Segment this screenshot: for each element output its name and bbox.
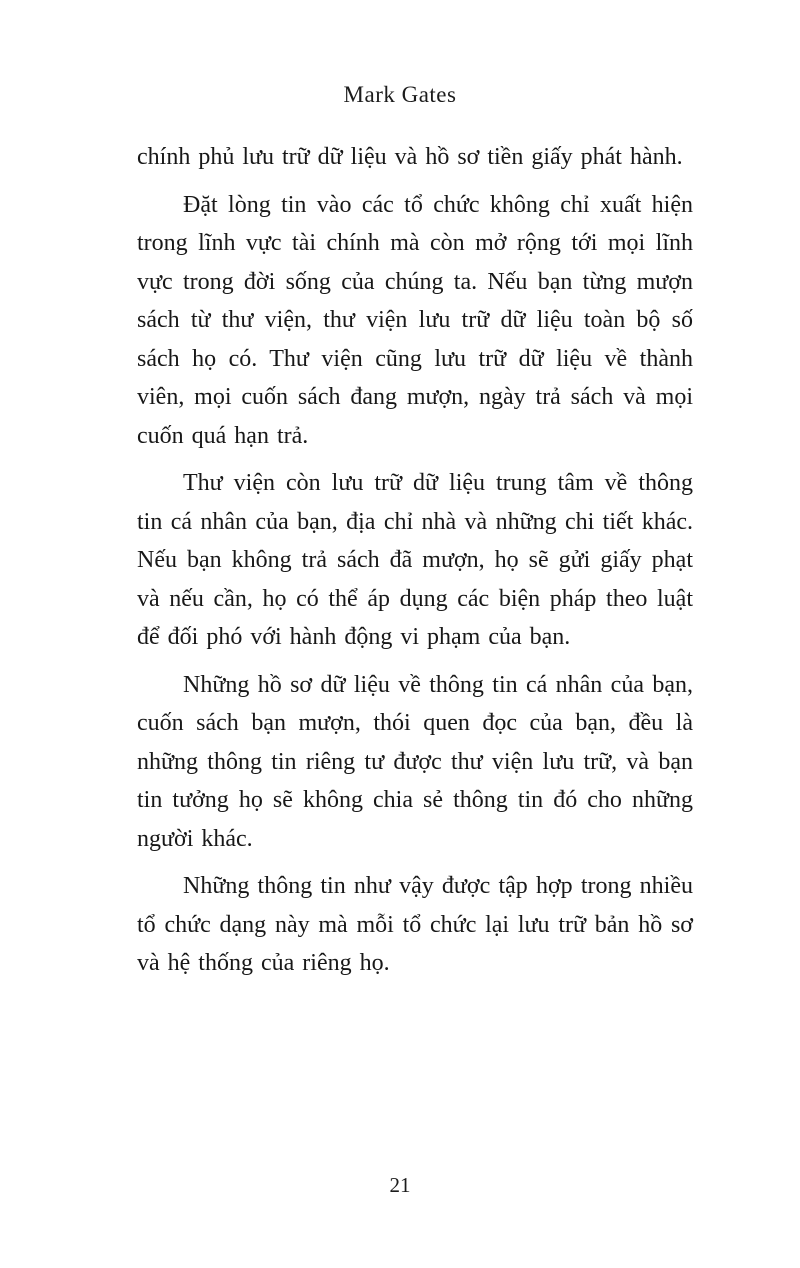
page-body-text [137, 138, 693, 992]
paragraph: chính phủ lưu trữ dữ liệu và hồ sơ tiền giấy phát hành. [137, 144, 683, 170]
paragraph: Những thông tin như vậy được tập hợp trong nhiều tổ chức dạng này mà mỗi tổ chức lại lưu trữ bản hồ sơ và hệ thống của riêng họ. [137, 873, 693, 976]
paragraph: Đặt lòng tin vào các tổ chức không chỉ xuất hiện trong lĩnh vực tài chính mà còn mở rộng tới mọi lĩnh vực trong đời sống của chúng ta. Nếu bạn từng mượn sách từ thư viện, thư viện lưu trữ dữ liệu toàn bộ số sách họ có. Thư viện cũng lưu trữ dữ liệu về thành viên, mọi cuốn sách đang mượn, ngày trả sách và mọi cuốn quá hạn trả. [137, 191, 693, 449]
running-header-author: Mark Gates [343, 82, 457, 107]
paragraph: Những hồ sơ dữ liệu về thông tin cá nhân của bạn, cuốn sách bạn mượn, thói quen đọc của bạn, đều là những thông tin riêng tư được thư viện lưu trữ, và bạn tin tưởng họ sẽ không chia sẻ thông tin đó cho những người khác. [137, 671, 693, 852]
page-number: 21 [389, 1173, 411, 1197]
paragraph: Thư viện còn lưu trữ dữ liệu trung tâm về thông tin cá nhân của bạn, địa chỉ nhà và những chi tiết khác. Nếu bạn không trả sách đã mượn, họ sẽ gửi giấy phạt và nếu cần, họ có thể áp dụng các biện pháp theo luật để đối phó với hành động vi phạm của bạn. [137, 470, 693, 650]
